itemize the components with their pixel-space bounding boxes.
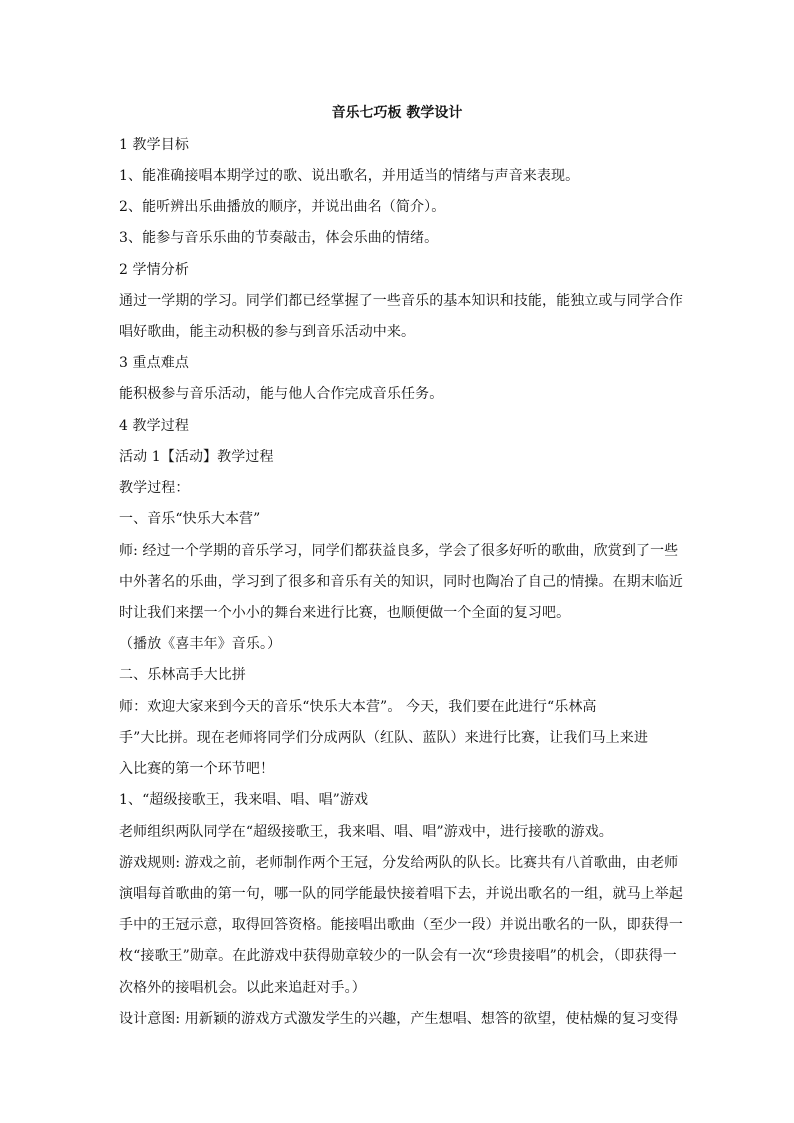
- paragraph-line: （播放《喜丰年》音乐。）: [119, 636, 282, 652]
- paragraph-line: 活动 1【活动】教学过程: [119, 449, 274, 465]
- heading-key-points: 3 重点难点: [119, 355, 189, 371]
- paragraph-line: 中外著名的乐曲，学习到了很多和音乐有关的知识，同时也陶冶了自己的情操。在期末临近: [119, 574, 683, 590]
- paragraph-line: 3、能参与音乐乐曲的节奏敲击，体会乐曲的情绪。: [119, 230, 439, 246]
- paragraph-line: 枚“接歌王”勋章。在此游戏中获得勋章较少的一队会有一次“珍贵接唱”的机会，（即获得一: [119, 948, 677, 964]
- paragraph-line: 1、能准确接唱本期学过的歌、说出歌名，并用适当的情绪与声音来表现。: [119, 168, 580, 184]
- paragraph-line: 师：欢迎大家来到今天的音乐“快乐大本营”。 今天，我们要在此进行“乐林高: [119, 699, 597, 715]
- paragraph-line: 师: 经过一个学期的音乐学习，同学们都获益良多，学会了很多好听的歌曲，欣赏到了一些: [119, 543, 679, 559]
- paragraph-line: 演唱每首歌曲的第一句，哪一队的同学能最快接着唱下去，并说出歌名的一组，就马上举起: [119, 886, 683, 902]
- section-heading: 1、“超级接歌王，我来唱、唱、唱”游戏: [119, 792, 369, 808]
- paragraph-line: 能积极参与音乐活动，能与他人合作完成音乐任务。: [119, 386, 444, 402]
- paragraph-line: 2、能听辨出乐曲播放的顺序，并说出曲名（简介）。: [119, 199, 446, 215]
- paragraph-line: 设计意图: 用新颖的游戏方式激发学生的兴趣，产生想唱、想答的欲望，使枯燥的复习变得: [119, 1011, 679, 1027]
- section-heading: 一、音乐“快乐大本营”: [119, 511, 261, 527]
- paragraph-line: 手”大比拼。现在老师将同学们分成两队（红队、蓝队）来进行比赛，让我们马上来进: [119, 730, 648, 746]
- paragraph-line: 通过一学期的学习。同学们都已经掌握了一些音乐的基本知识和技能，能独立或与同学合作: [119, 293, 683, 309]
- paragraph-line: 教学过程：: [119, 480, 190, 496]
- paragraph-line: 手中的王冠示意，取得回答资格。能接唱出歌曲（至少一段）并说出歌名的一队，即获得一: [119, 917, 683, 933]
- paragraph-line: 时让我们来摆一个小小的舞台来进行比赛，也顺便做一个全面的复习吧。: [119, 605, 571, 621]
- paragraph-line: 次格外的接唱机会。以此来追赶对手。）: [119, 980, 366, 996]
- heading-objectives: 1 教学目标: [119, 137, 189, 153]
- paragraph-line: 入比赛的第一个环节吧！: [119, 761, 275, 777]
- section-heading: 二、乐林高手大比拼: [119, 667, 246, 683]
- paragraph-line: 唱好歌曲，能主动积极的参与到音乐活动中来。: [119, 324, 416, 340]
- paragraph-line: 老师组织两队同学在“超级接歌王，我来唱、唱、唱”游戏中，进行接歌的游戏。: [119, 824, 613, 840]
- paragraph-line: 游戏规则: 游戏之前，老师制作两个王冠，分发给两队的队长。比赛共有八首歌曲，由老师: [119, 855, 679, 871]
- heading-process: 4 教学过程: [119, 418, 189, 434]
- heading-analysis: 2 学情分析: [119, 262, 189, 278]
- page-title: 音乐七巧板 教学设计: [331, 105, 463, 121]
